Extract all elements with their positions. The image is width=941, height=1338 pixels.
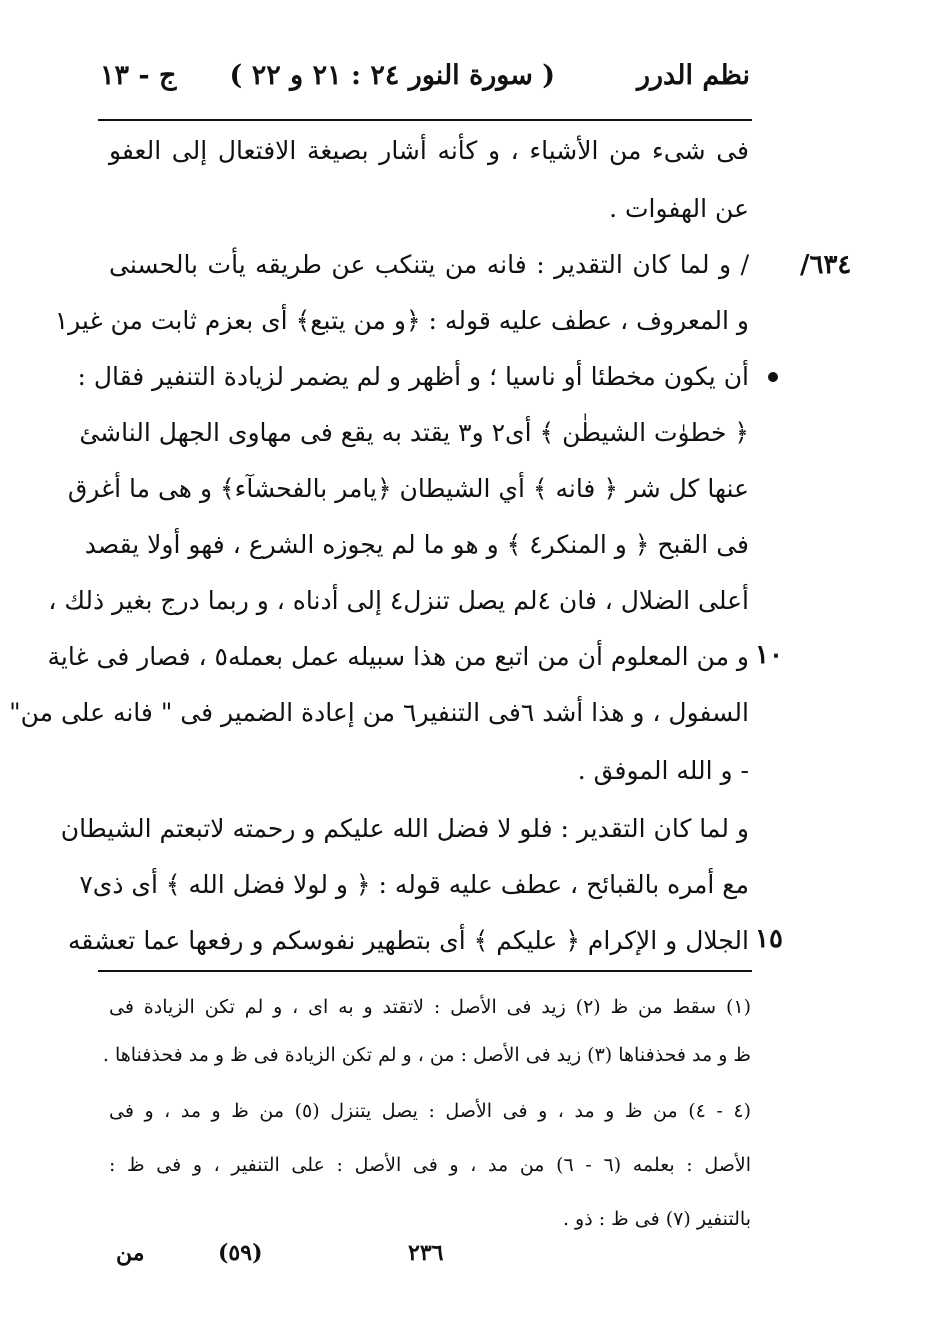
sheet-number: (٥٩): [218, 1240, 263, 1266]
text-line: و لما كان التقدير : فلو لا فضل الله عليكم و رحمته لاتبعتم الشيطان: [60, 814, 749, 843]
volume-number: ج - ١٣: [100, 60, 177, 91]
text-line: ﴿ خطوٰت الشيطٰن ﴾ أى٢ و٣ يقتد به يقع فى مهاوى الجهل الناشئ: [79, 418, 749, 447]
surah-reference: ( سورة النور ٢٤ : ٢١ و ٢٢ ): [229, 60, 555, 91]
text-line: أن يكون مخطئا أو ناسيا ؛ و أظهر و لم يضمر لزيادة التنفير فقال :: [77, 362, 749, 391]
footnote-line: بالتنفير (٧) فى ظ : ذو .: [562, 1208, 751, 1230]
book-title: نظم الدرر: [636, 60, 750, 91]
text-line: فى شىء من الأشياء ، و كأنه أشار بصيغة الافتعال إلى العفو: [109, 136, 749, 165]
running-header: [100, 56, 750, 106]
footnote-line: (١) سقط من ظ (٢) زيد فى الأصل : لاتقتد و به اى ، و لم تكن الزيادة فى: [109, 996, 751, 1018]
text-line: و من المعلوم أن من اتبع من هذا سبيله عمل بعمله٥ ، فصار فى غاية: [47, 642, 749, 671]
text-line: و المعروف ، عطف عليه قوله : ﴿و من يتبع﴾ أى بعزم ثابت من غير١: [54, 306, 749, 335]
text-line: - و الله الموفق .: [577, 756, 749, 785]
margin-line-10: ١٠: [755, 640, 783, 670]
footnote-line: ظ و مد فحذفناها (٣) زيد فى الأصل : من ، و لم تكن الزيادة فى ظ و مد فحذفناها .: [102, 1044, 751, 1066]
margin-dot: [768, 372, 778, 382]
footnote-rule: [98, 970, 752, 972]
margin-line-15: ١٥: [755, 924, 783, 954]
text-line: عنها كل شر ﴿ فانه ﴾ أي الشيطان ﴿يامر بالفحشآء﴾ و هى ما أغرق: [67, 474, 749, 503]
footnote-line: (٤ - ٤) من ظ و مد ، و فى الأصل : يصل يتنزل (٥) من ظ و مد ، و فى: [109, 1100, 751, 1122]
footnote-line: الأصل : بعلمه (٦ - ٦) من مد ، و فى الأصل : على التنفير ، و فى ظ :: [109, 1154, 751, 1176]
text-line: / و لما كان التقدير : فانه من يتنكب عن طريقه يأت بالحسنى: [109, 250, 749, 279]
text-line: السفول ، و هذا أشد ٦فى التنفير٦ من إعادة الضمير فى " فانه على من": [9, 698, 749, 727]
text-line: مع أمره بالقبائح ، عطف عليه قوله : ﴿ و لولا فضل الله ﴾ أى ذى٧: [79, 870, 749, 899]
page-number: ٢٣٦: [408, 1240, 444, 1266]
catchword: من: [116, 1240, 145, 1266]
text-line: أعلى الضلال ، فان ٤لم يصل تنزل٤ إلى أدناه ، و ربما درج بغير ذلك ،: [48, 586, 749, 615]
text-line: فى القبح ﴿ و المنكر٤ ﴾ و هو ما لم يجوزه الشرع ، فهو أولا يقصد: [84, 530, 749, 559]
text-line: الجلال و الإكرام ﴿ عليكم ﴾ أى بتطهير نفوسكم و رفعها عما تعشقه: [68, 926, 749, 955]
header-rule: [98, 119, 752, 121]
text-line: عن الهفوات .: [609, 194, 749, 223]
margin-page-reference: /٦٣٤: [800, 250, 852, 280]
